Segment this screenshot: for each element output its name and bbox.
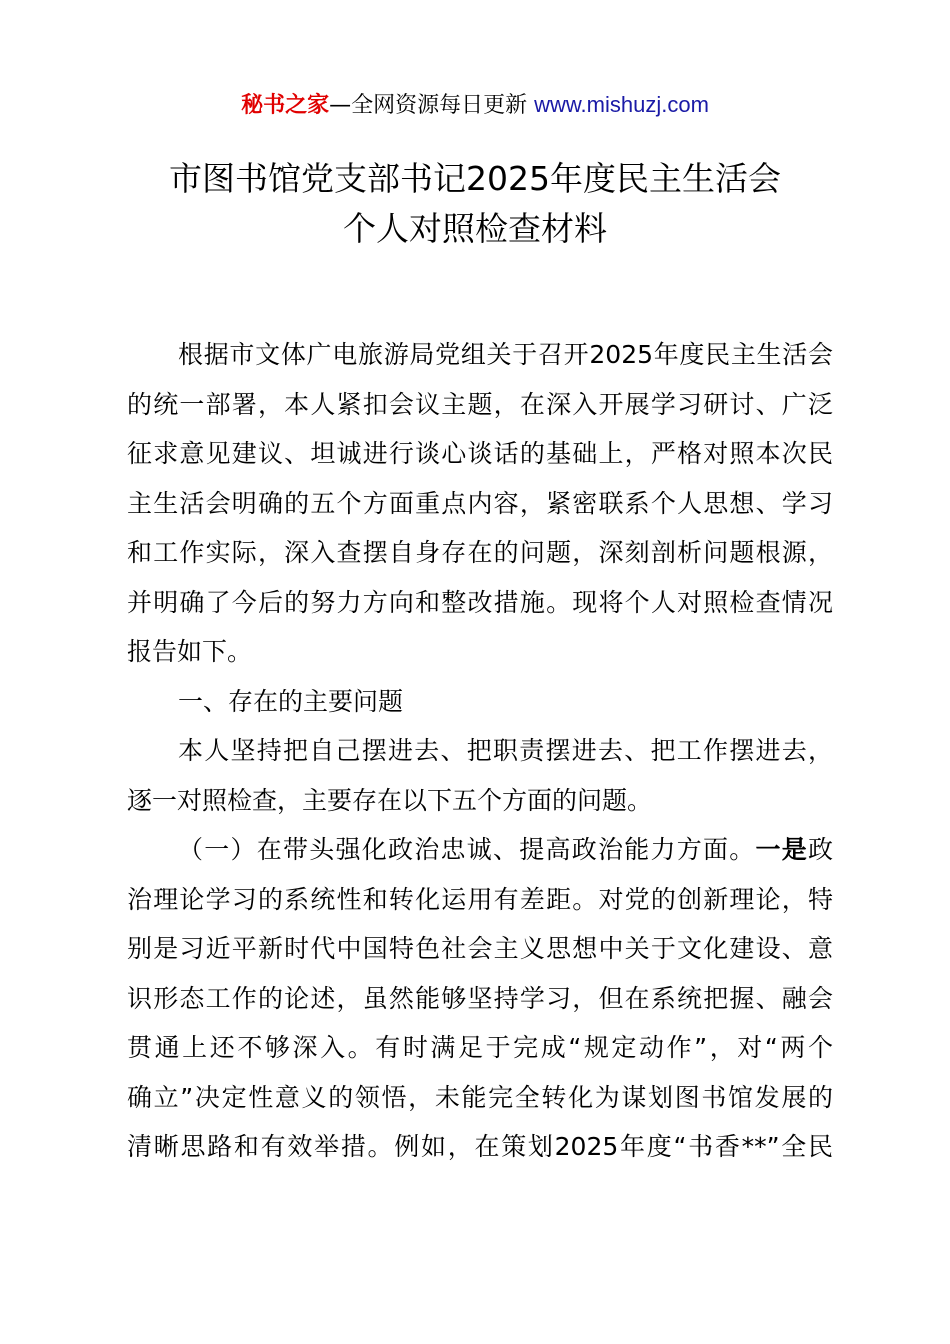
text-line [127,825,833,875]
site-url-link[interactable]: www.mishuzj.com [534,92,709,117]
text-line: 并明确了今后的努力方向和整改措施。现将个人对照检查情况 [127,587,833,617]
text-line: 识形态工作的论述，虽然能够坚持学习，但在系统把握、融会 [127,983,833,1013]
document-title [0,154,950,254]
text-line: 和工作实际，深入查摆自身存在的问题，深刻剖析问题根源， [127,538,833,567]
text-line: 主生活会明确的五个方面重点内容，紧密联系个人思想、学习 [127,488,833,518]
text-line: 本人坚持把自己摆进去、把职责摆进去、把工作摆进去， [178,736,833,765]
text-line: 报告如下。 [127,637,253,666]
text-line: 逐一对照检查，主要存在以下五个方面的问题。 [127,785,653,815]
subsection-heading: （一）在带头强化政治忠诚、提高政治能力方面。 [178,835,756,864]
paragraph-item-1 [127,825,833,1172]
point-marker: 一是 [755,835,808,864]
brand-name: 秘书之家 [241,93,330,118]
text-fragment: 政 [807,835,833,864]
text-line: 根据市文体广电旅游局党组关于召开2025年度民主生活会 [178,340,833,369]
title-line-2: 个人对照检查材料 [343,209,607,248]
text-line: 治理论学习的系统性和转化运用有差距。对党的创新理论，特 [127,884,833,914]
document-body [127,330,833,1172]
paragraph-intro [127,330,833,677]
text-line: 别是习近平新时代中国特色社会主义思想中关于文化建设、意 [127,934,833,963]
header-tagline: —全网资源每日更新 [329,93,535,118]
section-heading: 一、存在的主要问题 [178,686,404,716]
text-line: 的统一部署，本人紧扣会议主题，在深入开展学习研讨、广泛 [127,389,833,419]
text-line: 确立”决定性意义的领悟，未能完全转化为谋划图书馆发展的 [127,1082,833,1112]
site-header [0,88,950,123]
text-line: 清晰思路和有效举措。例如，在策划2025年度“书香**”全民 [127,1132,833,1161]
text-line: 征求意见建议、坦诚进行谈心谈话的基础上，严格对照本次民 [127,439,833,468]
title-line-1: 市图书馆党支部书记2025年度民主生活会 [169,159,781,198]
text-line: 贯通上还不够深入。有时满足于完成“规定动作”，对“两个 [127,1033,833,1062]
paragraph-overview [127,726,833,825]
